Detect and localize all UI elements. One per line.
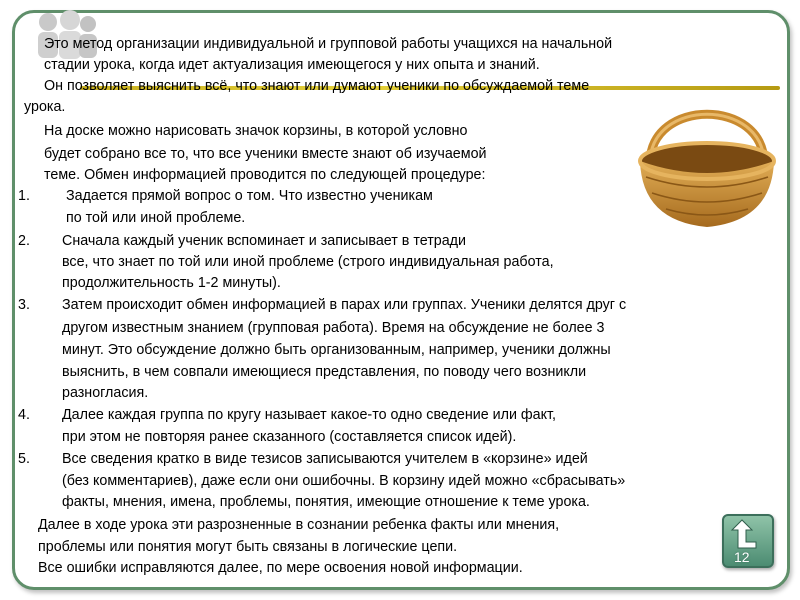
step-line: Все сведения кратко в виде тезисов записываются учителем в «корзине» идей [62, 451, 588, 467]
step-line: (без комментариев), даже если они ошибочны. В корзину идей можно «сбрасывать» [62, 473, 626, 489]
step-number: 2. [18, 233, 30, 249]
step-number: 1. [18, 188, 30, 204]
step-line: Задается прямой вопрос о том. Что известно ученикам [66, 188, 433, 204]
intro-line: Это метод организации индивидуальной и групповой работы учащихся на начальной [44, 36, 613, 52]
intro-line: урока. [24, 99, 66, 115]
step-line: другом известным знанием (групповая работа). Время на обсуждение не более 3 [62, 320, 605, 336]
step-number: 5. [18, 451, 30, 467]
step-line: все, что знает по той или иной проблеме (строго индивидуальная работа, [62, 254, 554, 270]
step-line: факты, мнения, имена, проблемы, понятия, имеющие отношение к теме урока. [62, 494, 590, 510]
step-line: при этом не повторяя ранее сказанного (составляется список идей). [62, 429, 517, 445]
outro-line: проблемы или понятия могут быть связаны в логические цепи. [38, 539, 458, 555]
step-number: 3. [18, 297, 30, 313]
outro-line: Далее в ходе урока эти разрозненные в сознании ребенка факты или мнения, [38, 517, 560, 533]
step-line: продолжительность 1-2 минуты). [62, 275, 281, 291]
step-line: разногласия. [62, 385, 149, 401]
outro-line: Все ошибки исправляются далее, по мере освоения новой информации. [38, 560, 523, 576]
step-line: выяснить, в чем совпали имеющиеся представления, по поводу чего возникли [62, 364, 587, 380]
intro-line: На доске можно нарисовать значок корзины, в которой условно [44, 123, 468, 139]
step-line: минут. Это обсуждение должно быть организованным, например, ученики должны [62, 342, 611, 358]
step-line: Далее каждая группа по кругу называет какое-то одно сведение или факт, [62, 407, 556, 423]
step-line: Затем происходит обмен информацией в парах или группах. Ученики делятся друг с [62, 297, 627, 313]
intro-line: будет собрано все то, что все ученики вместе знают об изучаемой [44, 146, 487, 162]
page-number: 12 [734, 549, 750, 565]
step-line: Сначала каждый ученик вспоминает и записывает в тетради [62, 233, 466, 249]
step-number: 4. [18, 407, 30, 423]
intro-line: теме. Обмен информацией проводится по следующей процедуре: [44, 167, 486, 183]
intro-line: Он позволяет выяснить всё, что знают или думают ученики по обсуждаемой теме [44, 78, 590, 94]
step-line: по той или иной проблеме. [66, 210, 246, 226]
intro-line: стадии урока, когда идет актуализация имеющегося у них опыта и знаний. [44, 57, 540, 73]
